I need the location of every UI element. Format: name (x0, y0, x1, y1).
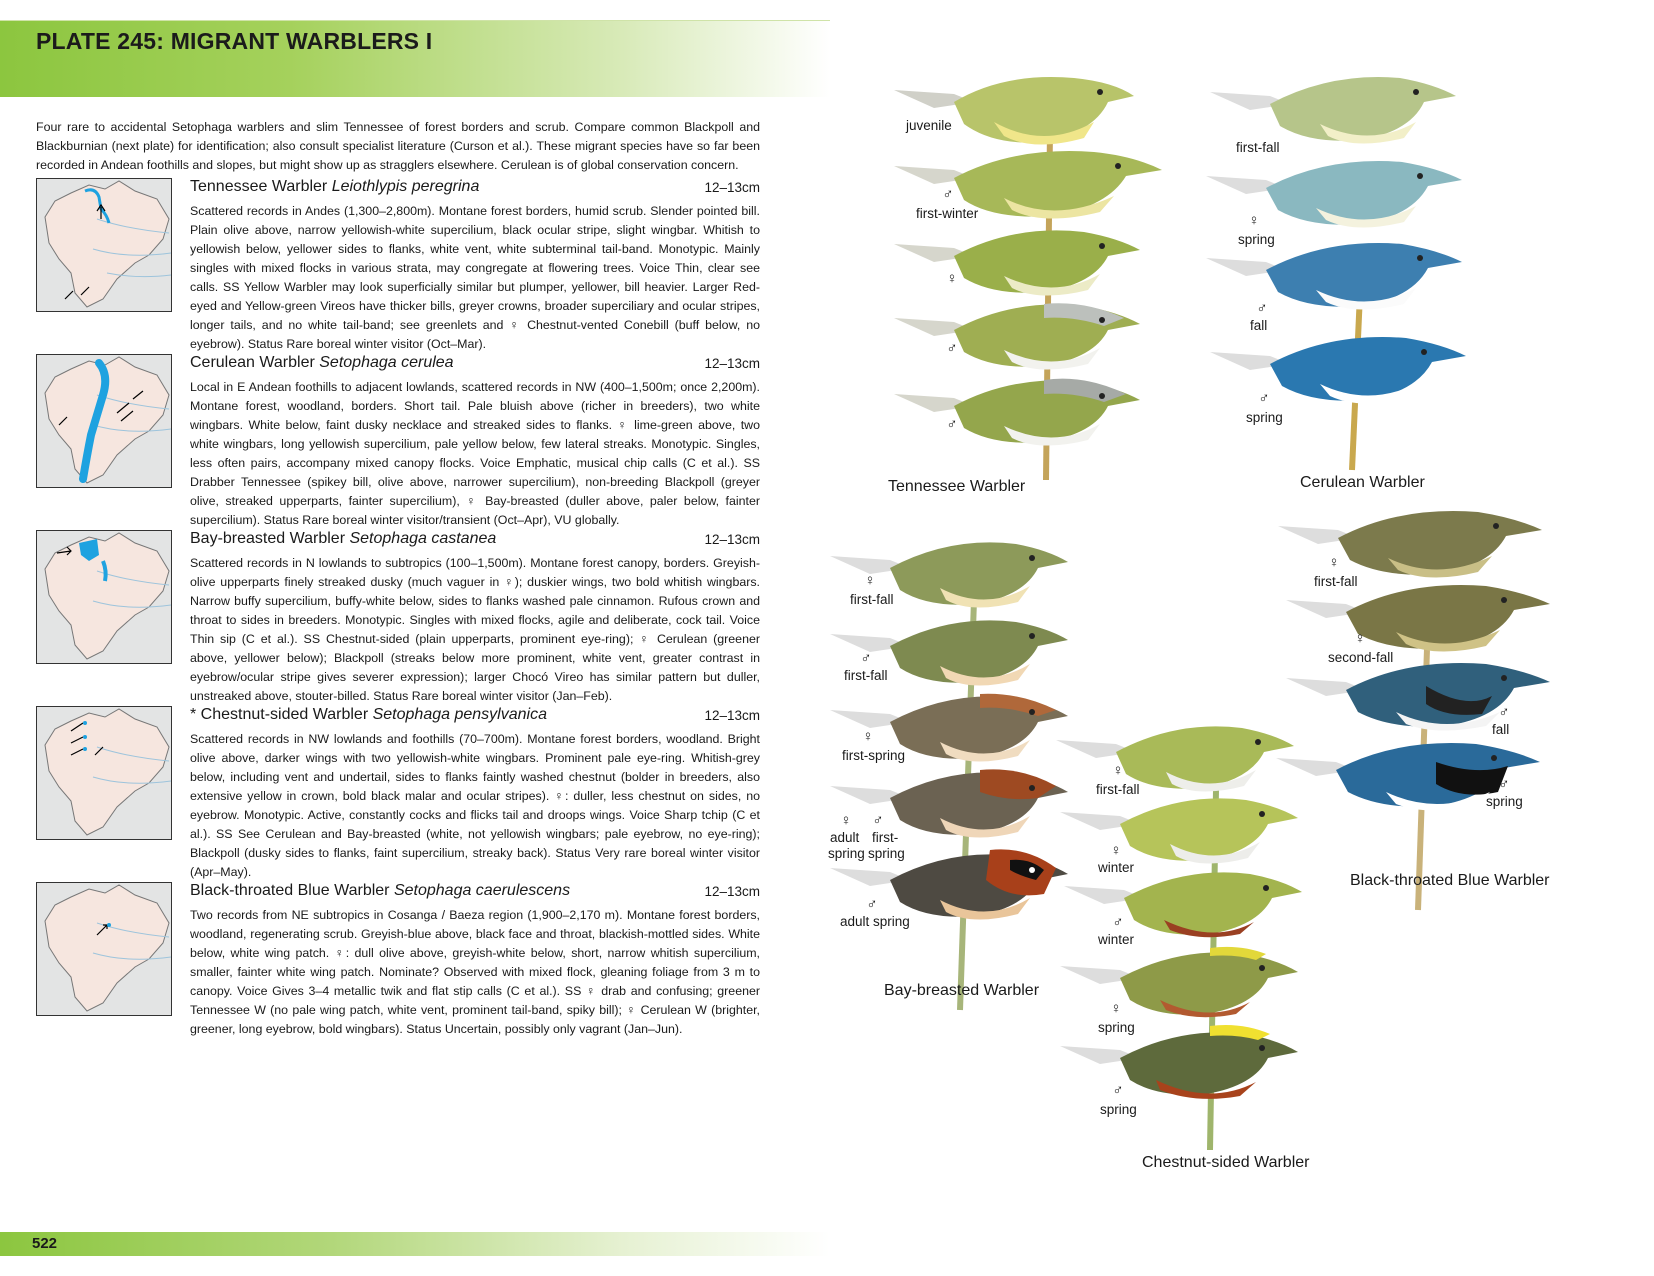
male-symbol: ♂ (1258, 390, 1270, 407)
label-spring: spring (828, 846, 865, 861)
male-symbol: ♂ (872, 812, 884, 829)
female-symbol: ♀ (1110, 842, 1122, 859)
group-label-black-throated-blue: Black-throated Blue Warbler (1350, 872, 1550, 889)
female-symbol: ♀ (840, 812, 852, 829)
female-symbol: ♀ (862, 728, 874, 745)
label-fall: fall (1492, 722, 1510, 737)
entry-heading (190, 530, 760, 552)
female-symbol: ♀ (1110, 1000, 1122, 1017)
label-first-fall: first-fall (844, 668, 888, 683)
entry-text: Local in E Andean foothills to adjacent lowlands, scattered records in NW (400–1,500m; once 2,200m). Montane forest, woodland, borders. Short tail. Pale bluish above (richer in breeders), two white wingbars. White below, faint dusky necklace and streaked sides to flanks. ♀ lime-green above, two white wingbars, long yellowish supercilium, pale yellow below, few lateral streaks. Monotypic. Singles, less often pairs, accompany mixed canopy flocks. Voice Emphatic, musical chip calls (C et al.). SS Drabber Tennessee (spikey bill, olive above, narrower supercilium), non-breeding Blackpoll (greyer olive, streaked upperparts, fainter supercilium), ♀ Bay-breasted (duller above, paler below, fainter supercilium). Status Rare boreal winter visitor/transient (Oct–Apr), VU globally. (190, 380, 760, 527)
label-spring: spring (1238, 232, 1275, 247)
label-second-fall: second-fall (1328, 650, 1394, 665)
label-spring: spring (1486, 794, 1523, 809)
body-size: 12–13cm (704, 884, 760, 899)
scientific-name: Setophaga caerulescens (393, 882, 571, 899)
label-first-fall: first-fall (850, 592, 894, 607)
label-spring: spring (1246, 410, 1283, 425)
intro-paragraph: Four rare to accidental Setophaga warblers and slim Tennessee of forest borders and scrub. Compare common Blackpoll and Blackburnian (next plate) for identification; also consult specialist literature (Curson et al.). These migrant species have so far been recorded in Andean foothills and slopes, but might show up as stragglers elsewhere. Cerulean is of global conservation concern. (36, 120, 760, 172)
label-first-fall: first-fall (1236, 140, 1280, 155)
range-map-tennessee (36, 178, 172, 312)
label-winter: winter (1098, 860, 1135, 875)
label-spring: spring (868, 846, 905, 861)
label-adult: adult (830, 830, 860, 845)
male-symbol: ♂ (1498, 776, 1510, 793)
label-spring: spring (1100, 1102, 1137, 1117)
female-symbol: ♀ (864, 572, 876, 589)
entry-heading (190, 882, 760, 904)
group-label-bay-breasted: Bay-breasted Warbler (884, 982, 1040, 999)
female-symbol: ♀ (1248, 212, 1260, 229)
body-size: 12–13cm (704, 180, 760, 195)
bird-chestnut-female-spring (1060, 944, 1310, 1030)
common-name: Tennessee Warbler (190, 178, 328, 195)
entry-heading (190, 354, 760, 376)
label-first-fall: first-fall (1314, 574, 1358, 589)
range-map-cerulean (36, 354, 172, 488)
label-winter: winter (1098, 932, 1135, 947)
label-spring: spring (1098, 1020, 1135, 1035)
label-fall: fall (1250, 318, 1268, 333)
bird-chestnut-male-spring (1060, 1024, 1310, 1114)
entry-text: Two records from NE subtropics in Cosanga / Baeza region (1,900–2,170 m). Montane forest borders, woodland, regenerating scrub. Greyish-blue above, black face and throat, blackish-mottled sides. White below, white wing patch. ♀: dull olive above, greyish-white below, short, narrow whitish supercilium, smaller, fainter white wing patch. Nominate? Observed with mixed flock, gleaning foliage from 3 m to canopy. Voice Gives 3–4 metallic twik and flat stip calls (C et al.). SS ♀ drab and confusing; greener Tennessee W (no pale wing patch, white vent, prominent tail-band, spiky bill); ♀ Cerulean W (brighter, greener, long eyebrow, bold wingbars). Status Uncertain, possibly only vagrant (Jan–Jun). (190, 908, 760, 1036)
male-symbol: ♂ (942, 186, 954, 203)
body-size: 12–13cm (704, 356, 760, 371)
entry-body (190, 178, 760, 354)
male-symbol: ♂ (946, 340, 958, 357)
label-first-winter: first-winter (916, 206, 979, 221)
male-symbol: ♂ (866, 896, 878, 913)
entry-body (190, 530, 760, 706)
female-symbol: ♀ (1328, 554, 1340, 571)
common-name: Black-throated Blue Warbler (190, 882, 390, 899)
plate-title: PLATE 245: MIGRANT WARBLERS I (36, 28, 433, 54)
group-label-cerulean: Cerulean Warbler (1300, 474, 1425, 491)
entry-body (190, 354, 760, 530)
bird-btblue-male-fall (1286, 656, 1566, 742)
entry-heading (190, 178, 760, 200)
female-symbol: ♀ (1112, 762, 1124, 779)
scientific-name: Setophaga pensylvanica (372, 706, 547, 723)
male-symbol: ♂ (946, 416, 958, 433)
bird-baybreasted-adult-spring-female (830, 764, 1080, 854)
entry-body (190, 882, 760, 1039)
male-symbol: ♂ (1112, 914, 1124, 931)
group-label-chestnut-sided: Chestnut-sided Warbler (1142, 1154, 1310, 1171)
entry-heading (190, 706, 760, 728)
entry-text: Scattered records in NW lowlands and foothills (70–700m). Montane forest borders, woodland. Bright olive above, darker wings with two yellowish-white wingbars. Prominent pale eye-ring. Whitish-grey below, including vent and undertail, sides to flanks faintly washed chestnut (bolder in breeders, also extensive yellow in crown, bold black malar and ocular stripes). ♀: duller, less chestnut on sides, no eyebrow. Monotypic. Active, constantly cocks and flicks tail and droops wings. Voice Sharp tchip (C et al.). SS See Cerulean and Bay-breasted (white, not yellowish wingbars; pale eyebrow, no eye-ring); Blackpoll (dusky sides to flanks, faint supercilium, streaky back). Status Very rare boreal winter visitor (Apr–May). (190, 732, 760, 879)
common-name: Bay-breasted Warbler (190, 530, 346, 547)
entry-prefix: * (190, 706, 201, 723)
male-symbol: ♂ (1498, 704, 1510, 721)
label-adult-spring: adult spring (840, 914, 910, 929)
scientific-name: Setophaga castanea (349, 530, 497, 547)
bird-tennessee-male-2 (894, 372, 1154, 458)
common-name: Chestnut-sided Warbler (200, 706, 369, 723)
common-name: Cerulean Warbler (190, 354, 315, 371)
male-symbol: ♂ (1256, 300, 1268, 317)
range-map-black-throated-blue (36, 882, 172, 1016)
label-juvenile: juvenile (906, 118, 952, 133)
bird-tennessee-male-1 (894, 296, 1154, 382)
scientific-name: Leiothlypis peregrina (331, 178, 480, 195)
illustration-plate (828, 0, 1650, 1276)
female-symbol: ♀ (946, 270, 958, 287)
male-symbol: ♂ (860, 650, 872, 667)
entry-text: Scattered records in Andes (1,300–2,800m). Montane forest borders, humid scrub. Slender pointed bill. Plain olive above, narrow yellowish-white supercilium, black ocular stripe, slight wingbar. Whitish to yellowish below, yellower sides to flanks, white vent, white subterminal tail-band. Monotypic. Mainly singles with mixed flocks in various strata, may congregate at flowering trees. Voice Thin, clear see calls. SS Yellow Warbler may look superficially similar but plumper, yellower, bill heavier. Larger Red-eyed and Yellow-green Vireos have thicker bills, greyer crowns, broader superciliary and ocular stripes, longer tails, and no white tail-band; see greenlets and ♀ Chestnut-vented Conebill (buff below, no eyebrow). Status Rare boreal winter visitor (Oct–Mar). (190, 204, 760, 351)
entry-body (190, 706, 760, 882)
page-number: 522 (32, 1235, 58, 1252)
male-symbol: ♂ (1112, 1082, 1124, 1099)
body-size: 12–13cm (704, 708, 760, 723)
entry-text: Scattered records in N lowlands to subtropics (100–1,500m). Montane forest canopy, borders. Greyish-olive upperparts finely streaked dusky (much vaguer in ♀); duskier wings, two bold whitish wingbars. Narrow buffy supercilium, buffy-white below, sides to flanks washed pale cinnamon. Rufous crown and throat to sides in breeders. Monotypic. Singles with mixed flocks, agile and deliberate, cock tail. Voice Thin sip (C et al.). SS Chestnut-sided (plain upperparts, prominent eye-ring); ♀ Cerulean (greener above, yellower below); Blackpoll (streaks below more prominent, white vent, greater contrast in eyebrow/ocular stripe gives severer expression); larger Chocó Vireo has similar pattern but duller, unstreaked above, stouter-billed. Status Rare boreal winter visitor (Jan–Feb). (190, 556, 760, 703)
range-map-chestnut-sided (36, 706, 172, 840)
body-size: 12–13cm (704, 532, 760, 547)
footer-band (0, 1232, 830, 1256)
range-map-bay-breasted (36, 530, 172, 664)
label-first-fall: first-fall (1096, 782, 1140, 797)
label-first: first- (872, 830, 899, 845)
group-label-tennessee: Tennessee Warbler (888, 478, 1026, 495)
label-first-spring: first-spring (842, 748, 906, 763)
scientific-name: Setophaga cerulea (319, 354, 454, 371)
female-symbol: ♀ (1354, 630, 1366, 647)
